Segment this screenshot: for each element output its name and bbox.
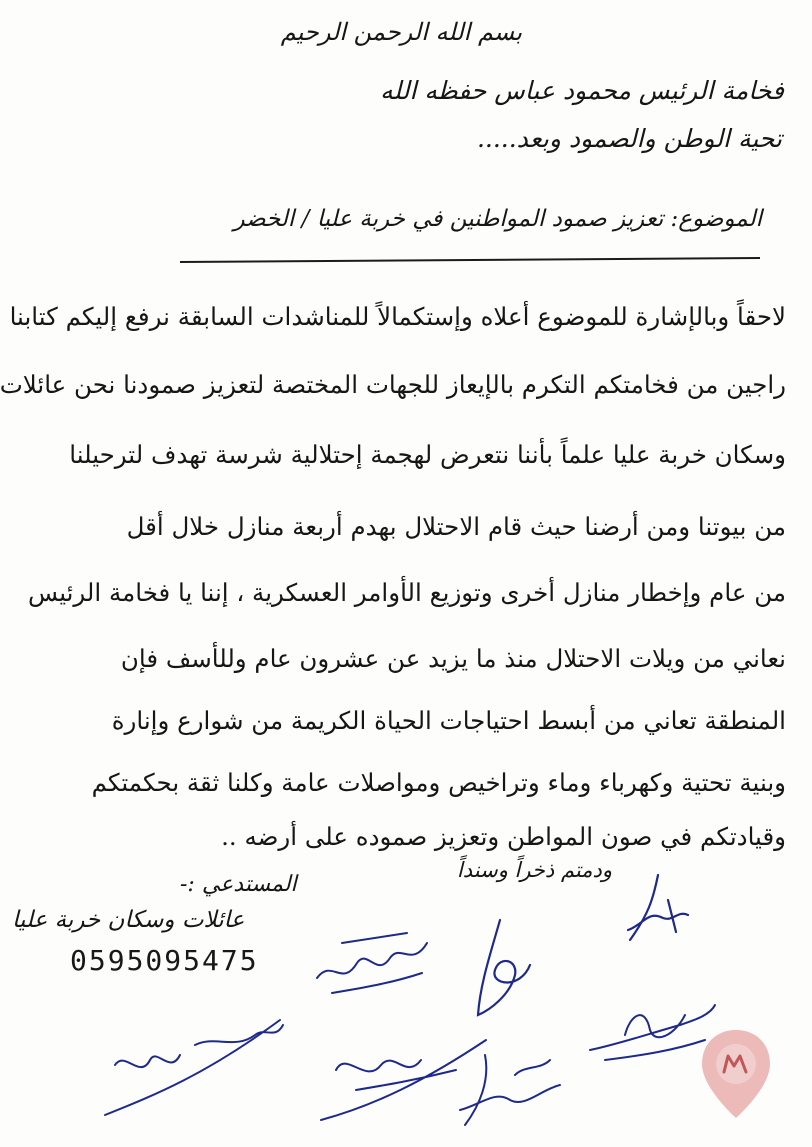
body-line-4: من بيوتنا ومن أرضنا حيث قام الاحتلال بهدم أربعة منازل خلال أقل (126, 512, 786, 541)
subject-line: الموضوع: تعزيز صمود المواطنين في خربة عليا / الخضر (233, 206, 762, 232)
body-line-3: وسكان خربة عليا علماً بأننا نتعرض لهجمة إحتلالية شرسة تهدف لترحيلنا (69, 440, 786, 469)
signature-5 (95, 1005, 290, 1125)
closing-line: ودمتم ذخراً وسنداً (456, 858, 612, 882)
body-line-8: وبنية تحتية وكهرباء وماء وتراخيص ومواصلات عامة وكلنا ثقة بحكمتكم (91, 768, 786, 797)
subject-underline (180, 257, 760, 263)
signature-7 (455, 1050, 565, 1130)
petitioners-name: عائلات وسكان خربة عليا (12, 907, 245, 933)
body-line-7: المنطقة تعاني من أبسط احتياجات الحياة الكريمة من شوارع وإنارة (111, 706, 786, 735)
body-line-6: نعاني من ويلات الاحتلال منذ ما يزيد عن عشرون عام وللأسف فإن (120, 644, 786, 673)
petitioners-label: المستدعي :- (180, 872, 297, 897)
signature-3 (312, 918, 432, 998)
basmala-heading: بسم الله الرحمن الرحيم (280, 18, 522, 46)
body-line-9: وقيادتكم في صون المواطن وتعزيز صموده على أرضه .. (221, 822, 786, 851)
body-line-5: من عام وإخطار منازل أخرى وتوزيع الأوامر العسكرية ، إننا يا فخامة الرئيس (27, 578, 786, 607)
signature-2 (470, 915, 535, 1025)
signature-1 (618, 870, 698, 950)
recipient-address: فخامة الرئيس محمود عباس حفظه الله (380, 76, 784, 105)
greeting-line: تحية الوطن والصمود وبعد..... (476, 124, 782, 153)
body-line-1: لاحقاً وبالإشارة للموضوع أعلاه وإستكمالاً للمناشدات السابقة نرفع إليكم كتابنا (9, 302, 786, 331)
contact-phone: 0595095475 (70, 944, 259, 977)
watermark-logo (700, 1028, 772, 1120)
body-line-2: راجين من فخامتكم التكرم بالإيعاز للجهات المختصة لتعزيز صمودنا نحن عائلات (0, 370, 786, 399)
